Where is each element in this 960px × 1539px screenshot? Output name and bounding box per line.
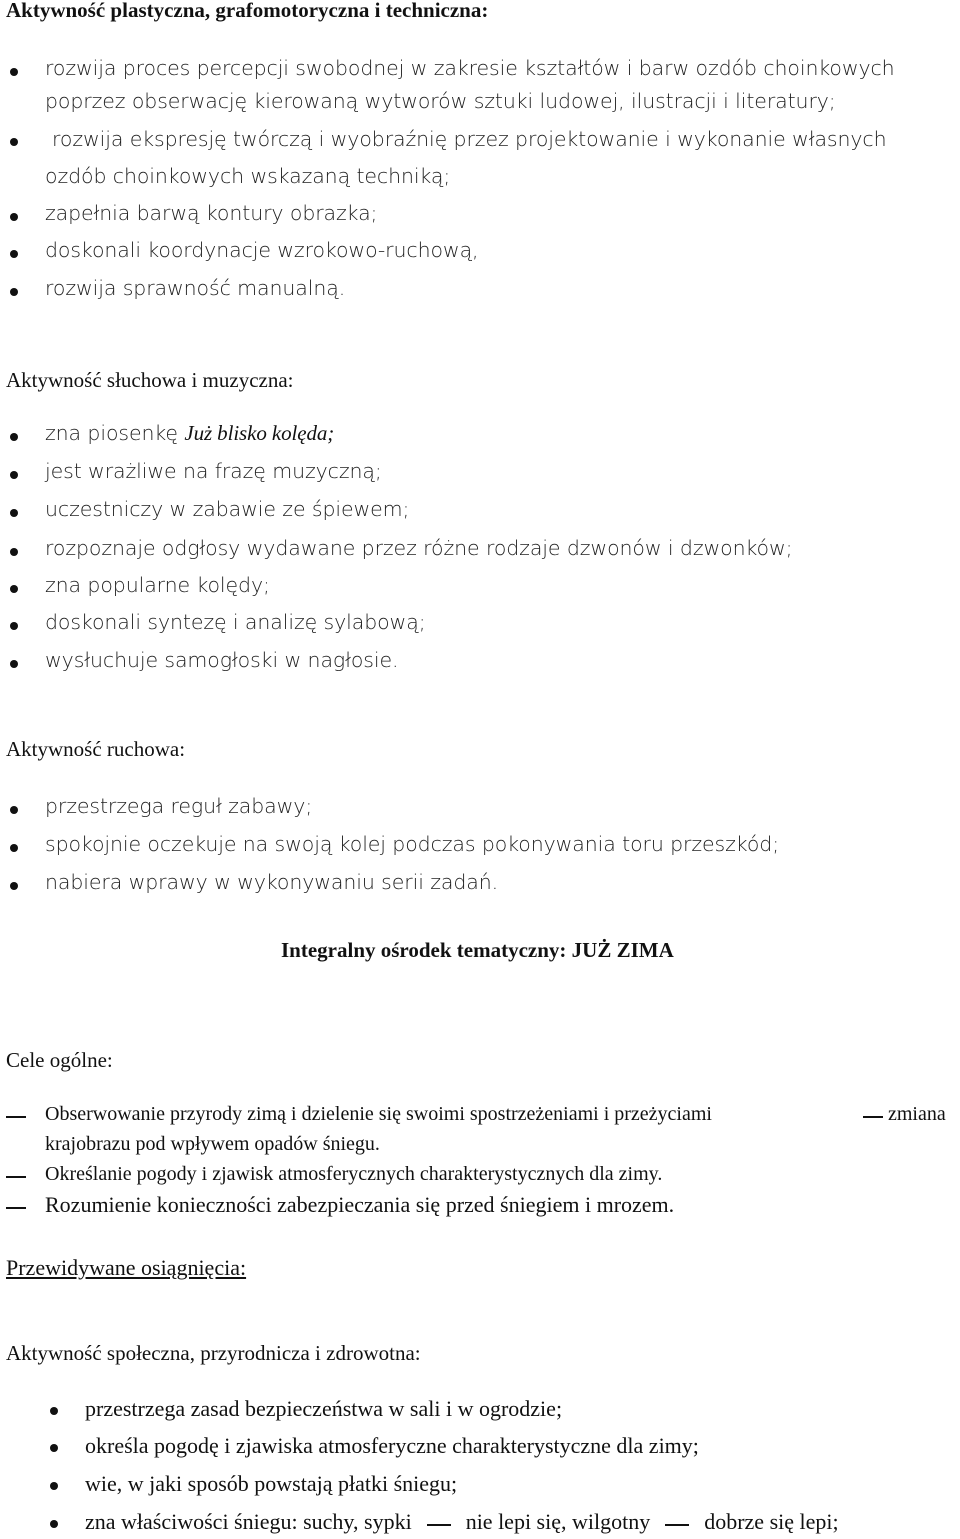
bullet-icon [10, 660, 18, 668]
dash-icon [665, 1524, 689, 1526]
bullet-icon [10, 213, 18, 221]
dash-icon [427, 1524, 451, 1526]
dash-icon [6, 1207, 26, 1209]
list-item [45, 421, 334, 446]
snow-text-c: dobrze się lepi; [704, 1509, 839, 1534]
snow-text-a: zna właściwości śniegu: suchy, sypki [85, 1509, 412, 1534]
list-item: przestrzega reguł zabawy; [45, 794, 313, 818]
list-item: rozwija proces percepcji swobodnej w zakresie kształtów i barw ozdób choinkowych [45, 56, 895, 80]
section-heading-social: Aktywność społeczna, przyrodnicza i zdrowotna: [6, 1341, 421, 1365]
list-item-snow-properties [85, 1509, 839, 1535]
snow-text-b: nie lepi się, wilgotny [465, 1509, 651, 1534]
goal-item-tail: zmiana [888, 1103, 946, 1125]
bullet-icon [10, 509, 18, 517]
bullet-icon [10, 548, 18, 556]
list-item: rozwija sprawność manualną. [45, 276, 346, 300]
dash-icon [6, 1176, 26, 1178]
song-prefix: zna piosenkę [45, 421, 185, 445]
bullet-icon [10, 806, 18, 814]
list-item-continuation: ozdób choinkowych wskazaną techniką; [45, 164, 451, 188]
goal-item: Określanie pogody i zjawisk atmosferycznych charakterystycznych dla zimy. [45, 1163, 663, 1185]
dash-icon [6, 1116, 26, 1118]
bullet-icon [10, 250, 18, 258]
list-item: rozwija ekspresję twórczą i wyobraźnię przez projektowanie i wykonanie własnych [52, 127, 887, 151]
dash-icon [863, 1116, 883, 1118]
list-item: zna popularne kolędy; [45, 573, 270, 597]
bullet-icon [50, 1482, 58, 1490]
goal-item-continuation: krajobrazu pod wpływem opadów śniegu. [45, 1133, 380, 1155]
list-item: zapełnia barwą kontury obrazka; [45, 201, 378, 225]
list-item: wysłuchuje samogłoski w nagłosie. [45, 648, 399, 672]
list-item: nabiera wprawy w wykonywaniu serii zadań. [45, 870, 499, 894]
bullet-icon [50, 1407, 58, 1415]
goal-item: Rozumienie konieczności zabezpieczania się przed śniegiem i mrozem. [45, 1192, 675, 1217]
goals-heading: Cele ogólne: [6, 1048, 113, 1072]
list-item: doskonali koordynacje wzrokowo-ruchową, [45, 238, 479, 262]
bullet-icon [10, 68, 18, 76]
section-heading-music: Aktywność słuchowa i muzyczna: [6, 368, 294, 392]
bullet-icon [10, 433, 18, 441]
list-item: wie, w jaki sposób powstają płatki śniegu; [85, 1471, 458, 1496]
list-item: spokojnie oczekuje na swoją kolej podczas pokonywania toru przeszkód; [45, 832, 780, 856]
list-item: uczestniczy w zabawie ze śpiewem; [45, 497, 410, 521]
section-heading-art: Aktywność plastyczna, grafomotoryczna i techniczna: [6, 0, 489, 22]
bullet-icon [50, 1444, 58, 1452]
goal-item: Obserwowanie przyrody zimą i dzielenie się swoimi spostrzeżeniami i przeżyciami [45, 1103, 712, 1125]
list-item: jest wrażliwe na frazę muzyczną; [45, 459, 382, 483]
bullet-icon [10, 138, 18, 146]
bullet-icon [10, 622, 18, 630]
list-item: rozpoznaje odgłosy wydawane przez różne rodzaje dzwonów i dzwonków; [45, 536, 793, 560]
bullet-icon [10, 882, 18, 890]
bullet-icon [10, 585, 18, 593]
bullet-icon [10, 844, 18, 852]
bullet-icon [10, 288, 18, 296]
list-item: określa pogodę i zjawiska atmosferyczne charakterystyczne dla zimy; [85, 1433, 699, 1458]
list-item: przestrzega zasad bezpieczeństwa w sali i w ogrodzie; [85, 1396, 563, 1421]
list-item-continuation: poprzez obserwację kierowaną wytworów sztuki ludowej, ilustracji i literatury; [45, 89, 836, 113]
bullet-icon [50, 1520, 58, 1528]
list-item: doskonali syntezę i analizę sylabową; [45, 610, 426, 634]
outcomes-heading: Przewidywane osiągnięcia: [6, 1255, 247, 1280]
song-title: Już blisko kolęda; [184, 421, 335, 445]
bullet-icon [10, 471, 18, 479]
theme-title: Integralny ośrodek tematyczny: JUŻ ZIMA [281, 938, 674, 962]
section-heading-movement: Aktywność ruchowa: [6, 737, 186, 761]
